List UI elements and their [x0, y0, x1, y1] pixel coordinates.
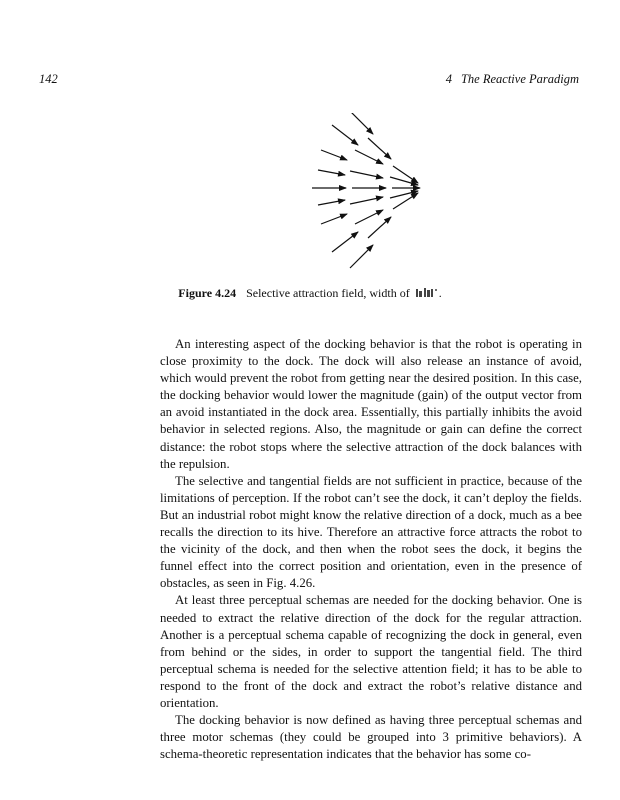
running-header — [446, 72, 579, 87]
selective-attraction-field-figure — [300, 113, 440, 273]
field-vector — [393, 193, 418, 209]
field-vector — [390, 191, 418, 198]
field-vector — [332, 125, 358, 145]
body-text — [160, 336, 582, 763]
chapter-title: The Reactive Paradigm — [460, 72, 579, 86]
figure-caption-text: Selective attraction field, width of — [246, 286, 410, 300]
paragraph: The selective and tangential fields are not sufficient in practice, because of the limitations of perception. If the robot can’t see the dock, it can’t deploy the fields. But an industrial robot might know the relative direction of a dock, much as a bee recalls the direction to its hive. Therefore an attractive force attracts the robot to the vicinity of the dock, and then when the robot sees the dock, it begins the funnel effect into the correct position and orientation, even in the presence of obstacles, as seen in Fig. 4.26. — [160, 473, 582, 591]
field-vector — [350, 197, 383, 204]
field-vector — [321, 150, 347, 160]
field-vector — [393, 166, 418, 183]
field-vector — [332, 232, 358, 252]
paragraph: The docking behavior is now defined as having three perceptual schemas and three motor schemas (they could be grouped into 3 primitive behaviors). A schema-theoretic representation indicates that the behavior has some co- — [160, 713, 582, 762]
angle-symbol-glyph — [415, 288, 439, 298]
page-number: 142 — [39, 72, 58, 86]
field-vector — [368, 217, 391, 238]
figure-label: Figure 4.24 — [178, 286, 237, 300]
field-vector — [368, 138, 391, 159]
field-vector — [350, 245, 373, 268]
field-vector — [350, 113, 373, 134]
paragraph: At least three perceptual schemas are needed for the docking behavior. One is needed to extract the relative direction of the dock for the regular attraction. Another is a perceptual schema capable of recognizing the dock in general, even from behind or the sides, in order to support the tangential field. The third perceptual schema is needed for the selective attention field; it has to be able to respond to the front of the dock and extract the robot’s relative distance and orientation. — [160, 593, 582, 710]
figure-caption-end: . — [438, 286, 442, 300]
chapter-number: 4 — [445, 72, 452, 86]
field-vector — [318, 200, 345, 205]
field-vector — [355, 150, 383, 164]
field-vector — [350, 171, 383, 178]
field-vector — [390, 177, 418, 185]
field-vector — [321, 214, 347, 224]
paragraph: An interesting aspect of the docking behavior is that the robot is operating in close proximity to the dock. The dock will also release an instance of avoid, which would prevent the robot from getting near the desired position. In this case, the docking behavior would lower the magnitude (gain) of the output vector from an avoid instantiated in the dock area. Essentially, this partially inhibits the avoid behavior in selected regions. Also, the magnitude or gain can define the correct distance: the robot stops where the selective attraction of the dock balances with the repulsion. — [160, 337, 582, 471]
field-vector — [355, 210, 383, 224]
field-vector — [318, 170, 345, 175]
figure-caption — [0, 286, 620, 301]
